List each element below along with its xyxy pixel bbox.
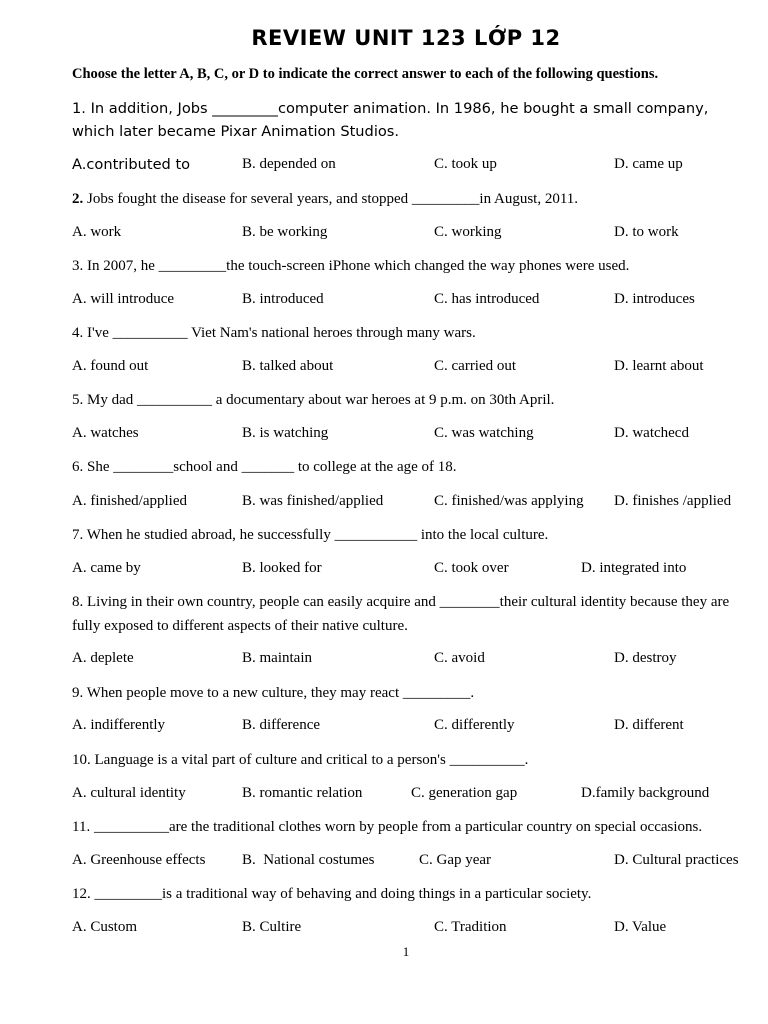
question-text: I've __________ Viet Nam's national heroes through many wars. bbox=[87, 325, 476, 341]
options-5 bbox=[0, 425, 768, 447]
option-d: D. introduces bbox=[614, 291, 695, 307]
question-number: 9. bbox=[72, 685, 84, 701]
question-text: Jobs fought the disease for several years, and stopped _________in August, 2011. bbox=[87, 191, 579, 207]
option-d: D. watchecd bbox=[614, 425, 689, 441]
options-11 bbox=[0, 852, 768, 874]
question-text: She ________school and _______ to college at the age of 18. bbox=[87, 459, 457, 475]
question-9 bbox=[72, 681, 748, 705]
option-c: C. took up bbox=[434, 156, 497, 172]
option-c: C. Gap year bbox=[419, 852, 492, 868]
question-3 bbox=[72, 254, 748, 278]
question-number: 10. bbox=[72, 752, 91, 768]
option-a: A. came by bbox=[72, 560, 141, 576]
option-d: D. to work bbox=[614, 224, 679, 240]
option-a: A. cultural identity bbox=[72, 785, 186, 801]
question-text: When he studied abroad, he successfully ___________ into the local culture. bbox=[86, 527, 549, 543]
option-b: B. Cultire bbox=[242, 919, 302, 935]
options-10 bbox=[0, 785, 768, 807]
option-b: B. maintain bbox=[242, 650, 312, 666]
option-b: B. National costumes bbox=[242, 852, 375, 868]
question-number: 2. bbox=[72, 191, 84, 207]
option-d: D. came up bbox=[614, 156, 683, 172]
options-7 bbox=[0, 560, 768, 582]
question-text: In addition, Jobs _________computer animation. In 1986, he bought a small company, which later became Pixar Animation Studios. bbox=[72, 100, 709, 140]
options-4 bbox=[0, 358, 768, 380]
question-number: 11. bbox=[72, 819, 91, 835]
option-d: D. Cultural practices bbox=[614, 852, 739, 868]
option-c: C. Tradition bbox=[434, 919, 507, 935]
options-1 bbox=[0, 156, 768, 178]
options-8 bbox=[0, 650, 768, 672]
option-a: A. Greenhouse effects bbox=[72, 852, 206, 868]
option-b: B. be working bbox=[242, 224, 328, 240]
option-a: A. finished/applied bbox=[72, 493, 187, 509]
question-text: When people move to a new culture, they may react _________. bbox=[86, 685, 475, 701]
question-4 bbox=[72, 321, 748, 345]
option-a: A. found out bbox=[72, 358, 149, 374]
option-b: B. depended on bbox=[242, 156, 336, 172]
option-d: D. different bbox=[614, 717, 684, 733]
question-number: 4. bbox=[72, 325, 84, 341]
question-1 bbox=[72, 97, 748, 143]
question-number: 1. bbox=[72, 100, 86, 117]
option-d: D. finishes /applied bbox=[614, 493, 732, 509]
option-b: B. difference bbox=[242, 717, 321, 733]
question-7 bbox=[72, 523, 748, 547]
question-11 bbox=[72, 815, 748, 839]
question-12 bbox=[72, 882, 748, 906]
option-b: B. is watching bbox=[242, 425, 329, 441]
question-text: Language is a vital part of culture and critical to a person's __________. bbox=[94, 752, 529, 768]
options-12 bbox=[0, 919, 768, 941]
option-c: C. took over bbox=[434, 560, 509, 576]
option-d: D. destroy bbox=[614, 650, 677, 666]
question-text: Living in their own country, people can easily acquire and ________their cultural identity because they are fully exposed to different aspects of their native culture. bbox=[72, 594, 730, 634]
instruction-text: Choose the letter A, B, C, or D to indicate the correct answer to each of the following questions. bbox=[72, 66, 659, 82]
option-a: A. deplete bbox=[72, 650, 134, 666]
question-number: 3. bbox=[72, 258, 84, 274]
document-title: REVIEW UNIT 123 LỚP 12 bbox=[251, 26, 561, 50]
options-2 bbox=[0, 224, 768, 246]
option-d: D. Value bbox=[614, 919, 667, 935]
option-a: A. Custom bbox=[72, 919, 138, 935]
option-c: C. was watching bbox=[434, 425, 534, 441]
question-6 bbox=[72, 455, 748, 479]
options-6 bbox=[0, 493, 768, 515]
option-d: D. integrated into bbox=[581, 560, 687, 576]
option-c: C. working bbox=[434, 224, 502, 240]
question-8 bbox=[72, 590, 748, 638]
option-b: B. introduced bbox=[242, 291, 324, 307]
option-a: A. work bbox=[72, 224, 122, 240]
question-text: In 2007, he _________the touch-screen iPhone which changed the way phones were used. bbox=[87, 258, 630, 274]
question-number: 6. bbox=[72, 459, 84, 475]
question-text: My dad __________ a documentary about war heroes at 9 p.m. on 30th April. bbox=[87, 392, 555, 408]
option-b: B. was finished/applied bbox=[242, 493, 384, 509]
option-a: A.contributed to bbox=[72, 156, 191, 173]
question-number: 7. bbox=[72, 527, 84, 543]
option-a: A. indifferently bbox=[72, 717, 166, 733]
question-10 bbox=[72, 748, 748, 772]
options-9 bbox=[0, 717, 768, 739]
option-a: A. will introduce bbox=[72, 291, 175, 307]
option-b: B. romantic relation bbox=[242, 785, 363, 801]
question-text: _________is a traditional way of behaving and doing things in a particular society. bbox=[94, 886, 592, 902]
option-b: B. talked about bbox=[242, 358, 334, 374]
option-b: B. looked for bbox=[242, 560, 322, 576]
question-number: 5. bbox=[72, 392, 84, 408]
question-number: 12. bbox=[72, 886, 91, 902]
page-number: 1 bbox=[402, 944, 410, 959]
question-text: __________are the traditional clothes worn by people from a particular country on special occasions. bbox=[93, 819, 703, 835]
option-c: C. generation gap bbox=[411, 785, 518, 801]
option-c: C. carried out bbox=[434, 358, 517, 374]
option-c: C. avoid bbox=[434, 650, 485, 666]
option-d: D.family background bbox=[581, 785, 710, 801]
question-number: 8. bbox=[72, 594, 84, 610]
option-c: C. has introduced bbox=[434, 291, 540, 307]
option-c: C. finished/was applying bbox=[434, 493, 584, 509]
option-d: D. learnt about bbox=[614, 358, 704, 374]
option-c: C. differently bbox=[434, 717, 515, 733]
options-3 bbox=[0, 291, 768, 313]
question-5 bbox=[72, 388, 748, 412]
option-a: A. watches bbox=[72, 425, 139, 441]
question-2 bbox=[72, 187, 748, 211]
